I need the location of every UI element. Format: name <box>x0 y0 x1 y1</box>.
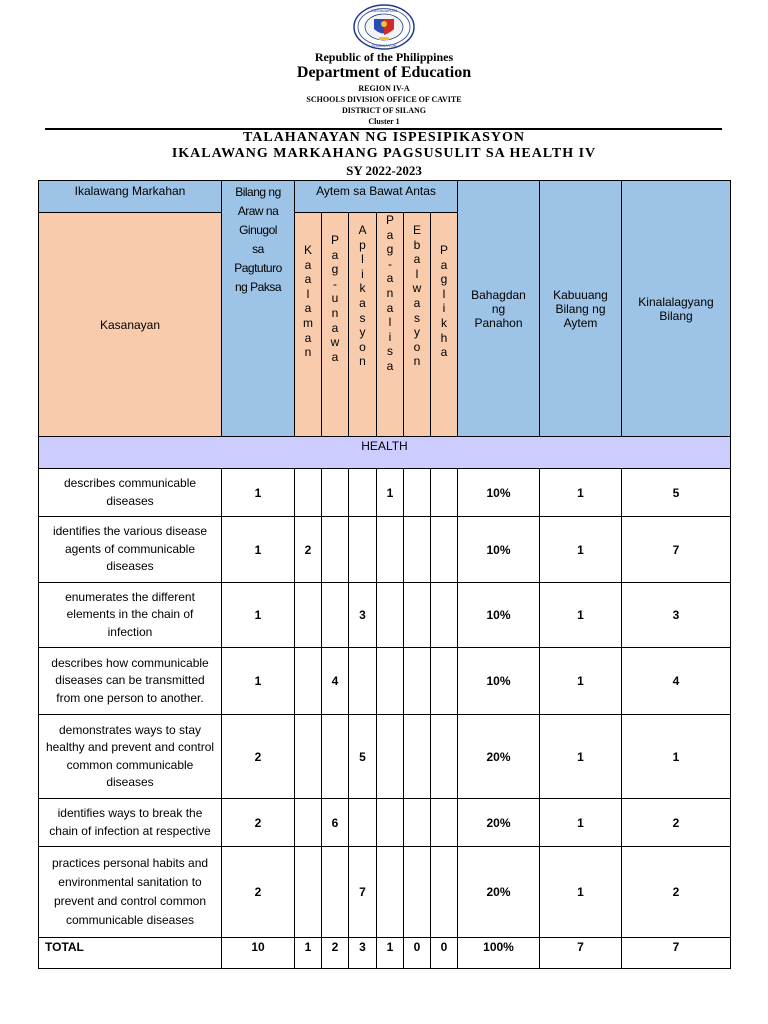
level-cell <box>431 799 458 847</box>
competency-cell: identifies ways to break the chain of infection at respective <box>39 799 222 847</box>
days-cell: 1 <box>222 583 295 648</box>
days-cell: 2 <box>222 799 295 847</box>
level-cell <box>349 648 377 715</box>
level-cell <box>322 715 349 799</box>
level-cell <box>295 847 322 938</box>
percent-cell: 10% <box>458 648 540 715</box>
level-cell <box>431 847 458 938</box>
total-level-cell: 1 <box>377 938 404 969</box>
total-label: TOTAL <box>39 938 222 969</box>
items-cell: 1 <box>540 469 622 517</box>
document-subtitle: IKALAWANG MARKAHANG PAGSUSULIT SA HEALTH IV <box>171 146 597 161</box>
table-row <box>39 715 731 799</box>
deped-seal-logo <box>353 4 415 50</box>
level-cell <box>322 847 349 938</box>
level-cell <box>377 583 404 648</box>
location-cell: 4 <box>622 648 731 715</box>
location-cell: 2 <box>622 799 731 847</box>
level-cell <box>322 469 349 517</box>
total-items-header: Kabuuang Bilang ng Aytem <box>540 181 622 437</box>
level-cell <box>404 715 431 799</box>
total-level-cell: 1 <box>295 938 322 969</box>
level-applying-header: A p l i k a s y o n <box>349 213 377 437</box>
level-cell <box>404 799 431 847</box>
cluster-text: Cluster 1 <box>368 117 400 126</box>
competency-cell: enumerates the different elements in the chain of infection <box>39 583 222 648</box>
table-row <box>39 847 731 938</box>
items-cell: 1 <box>540 648 622 715</box>
level-cell <box>349 469 377 517</box>
location-cell: 3 <box>622 583 731 648</box>
region-text: REGION IV-A <box>358 84 410 93</box>
level-cell <box>404 517 431 583</box>
school-year: SY 2022-2023 <box>346 163 422 178</box>
level-cell <box>404 847 431 938</box>
level-cell: 7 <box>349 847 377 938</box>
level-analyzing-header: P a g - a n a l i s a <box>377 213 404 437</box>
percent-cell: 20% <box>458 847 540 938</box>
svg-text:KAGAWARAN: KAGAWARAN <box>371 8 397 13</box>
department-name: Department of Education <box>296 64 472 81</box>
level-cell <box>377 715 404 799</box>
location-cell: 2 <box>622 847 731 938</box>
level-cell <box>377 648 404 715</box>
location-cell: 5 <box>622 469 731 517</box>
total-level-cell: 3 <box>349 938 377 969</box>
table-row <box>39 583 731 648</box>
table-header-row <box>39 181 731 213</box>
district-text: DISTRICT OF SILANG <box>341 106 427 115</box>
items-per-level-header: Aytem sa Bawat Antas <box>295 181 458 213</box>
level-cell <box>404 469 431 517</box>
location-cell: 1 <box>622 715 731 799</box>
total-level-cell: 2 <box>322 938 349 969</box>
location-cell: 7 <box>622 517 731 583</box>
level-cell <box>431 583 458 648</box>
level-cell: 3 <box>349 583 377 648</box>
level-cell <box>404 583 431 648</box>
level-cell <box>322 517 349 583</box>
percent-header: Bahagdan ng Panahon <box>458 181 540 437</box>
items-cell: 1 <box>540 799 622 847</box>
level-cell <box>295 583 322 648</box>
svg-text:EDUKASYON: EDUKASYON <box>371 43 397 48</box>
days-cell: 2 <box>222 715 295 799</box>
table-row <box>39 648 731 715</box>
competency-cell: identifies the various disease agents of communicable diseases <box>39 517 222 583</box>
percent-cell: 10% <box>458 517 540 583</box>
location-header: Kinalalagyang Bilang <box>622 181 731 437</box>
items-cell: 1 <box>540 517 622 583</box>
days-cell: 1 <box>222 469 295 517</box>
percent-cell: 20% <box>458 799 540 847</box>
level-cell <box>377 847 404 938</box>
level-cell <box>295 469 322 517</box>
items-cell: 1 <box>540 847 622 938</box>
level-cell <box>295 648 322 715</box>
level-cell: 6 <box>322 799 349 847</box>
section-row <box>39 437 731 469</box>
total-row <box>39 938 731 969</box>
level-evaluating-header: E b a l w a s y o n <box>404 213 431 437</box>
level-cell <box>431 469 458 517</box>
competency-cell: describes communicable diseases <box>39 469 222 517</box>
level-cell <box>322 583 349 648</box>
total-level-cell: 0 <box>431 938 458 969</box>
section-label-health: HEALTH <box>39 437 731 469</box>
level-cell: 1 <box>377 469 404 517</box>
specification-table <box>38 180 731 969</box>
days-cell: 2 <box>222 847 295 938</box>
percent-cell: 20% <box>458 715 540 799</box>
items-cell: 1 <box>540 583 622 648</box>
days-cell: 1 <box>222 648 295 715</box>
table-row <box>39 799 731 847</box>
days-cell: 1 <box>222 517 295 583</box>
level-cell: 4 <box>322 648 349 715</box>
level-cell: 5 <box>349 715 377 799</box>
total-level-cell: 0 <box>404 938 431 969</box>
level-cell <box>295 799 322 847</box>
level-cell <box>431 715 458 799</box>
division-text: SCHOOLS DIVISION OFFICE OF CAVITE <box>306 95 462 104</box>
days-header: Bilang ng Araw na Ginugol sa Pagtuturo ng Paksa <box>222 181 295 437</box>
level-understanding-header: P a g - u n a w a <box>322 213 349 437</box>
table-row <box>39 517 731 583</box>
competency-header: Kasanayan <box>39 213 222 437</box>
document-title: TALAHANAYAN NG ISPESIPIKASYON <box>242 130 526 145</box>
level-cell <box>431 648 458 715</box>
level-cell <box>377 799 404 847</box>
level-cell <box>377 517 404 583</box>
level-remembering-header: K a a l a m a n <box>295 213 322 437</box>
level-cell <box>431 517 458 583</box>
total-percent-cell: 100% <box>458 938 540 969</box>
percent-cell: 10% <box>458 469 540 517</box>
quarter-header: Ikalawang Markahan <box>39 181 222 213</box>
total-location-cell: 7 <box>622 938 731 969</box>
competency-cell: describes how communicable diseases can be transmitted from one person to another. <box>39 648 222 715</box>
level-cell <box>349 799 377 847</box>
level-cell <box>404 648 431 715</box>
table-row <box>39 469 731 517</box>
level-creating-header: P a g l i k h a <box>431 213 458 437</box>
items-cell: 1 <box>540 715 622 799</box>
competency-cell: practices personal habits and environmental sanitation to prevent and control common communicable diseases <box>39 847 222 938</box>
competency-cell: demonstrates ways to stay healthy and prevent and control common communicable diseases <box>39 715 222 799</box>
level-cell <box>349 517 377 583</box>
republic-text: Republic of the Philippines <box>314 50 454 64</box>
level-cell: 2 <box>295 517 322 583</box>
level-cell <box>295 715 322 799</box>
total-items-cell: 7 <box>540 938 622 969</box>
percent-cell: 10% <box>458 583 540 648</box>
total-days-cell: 10 <box>222 938 295 969</box>
